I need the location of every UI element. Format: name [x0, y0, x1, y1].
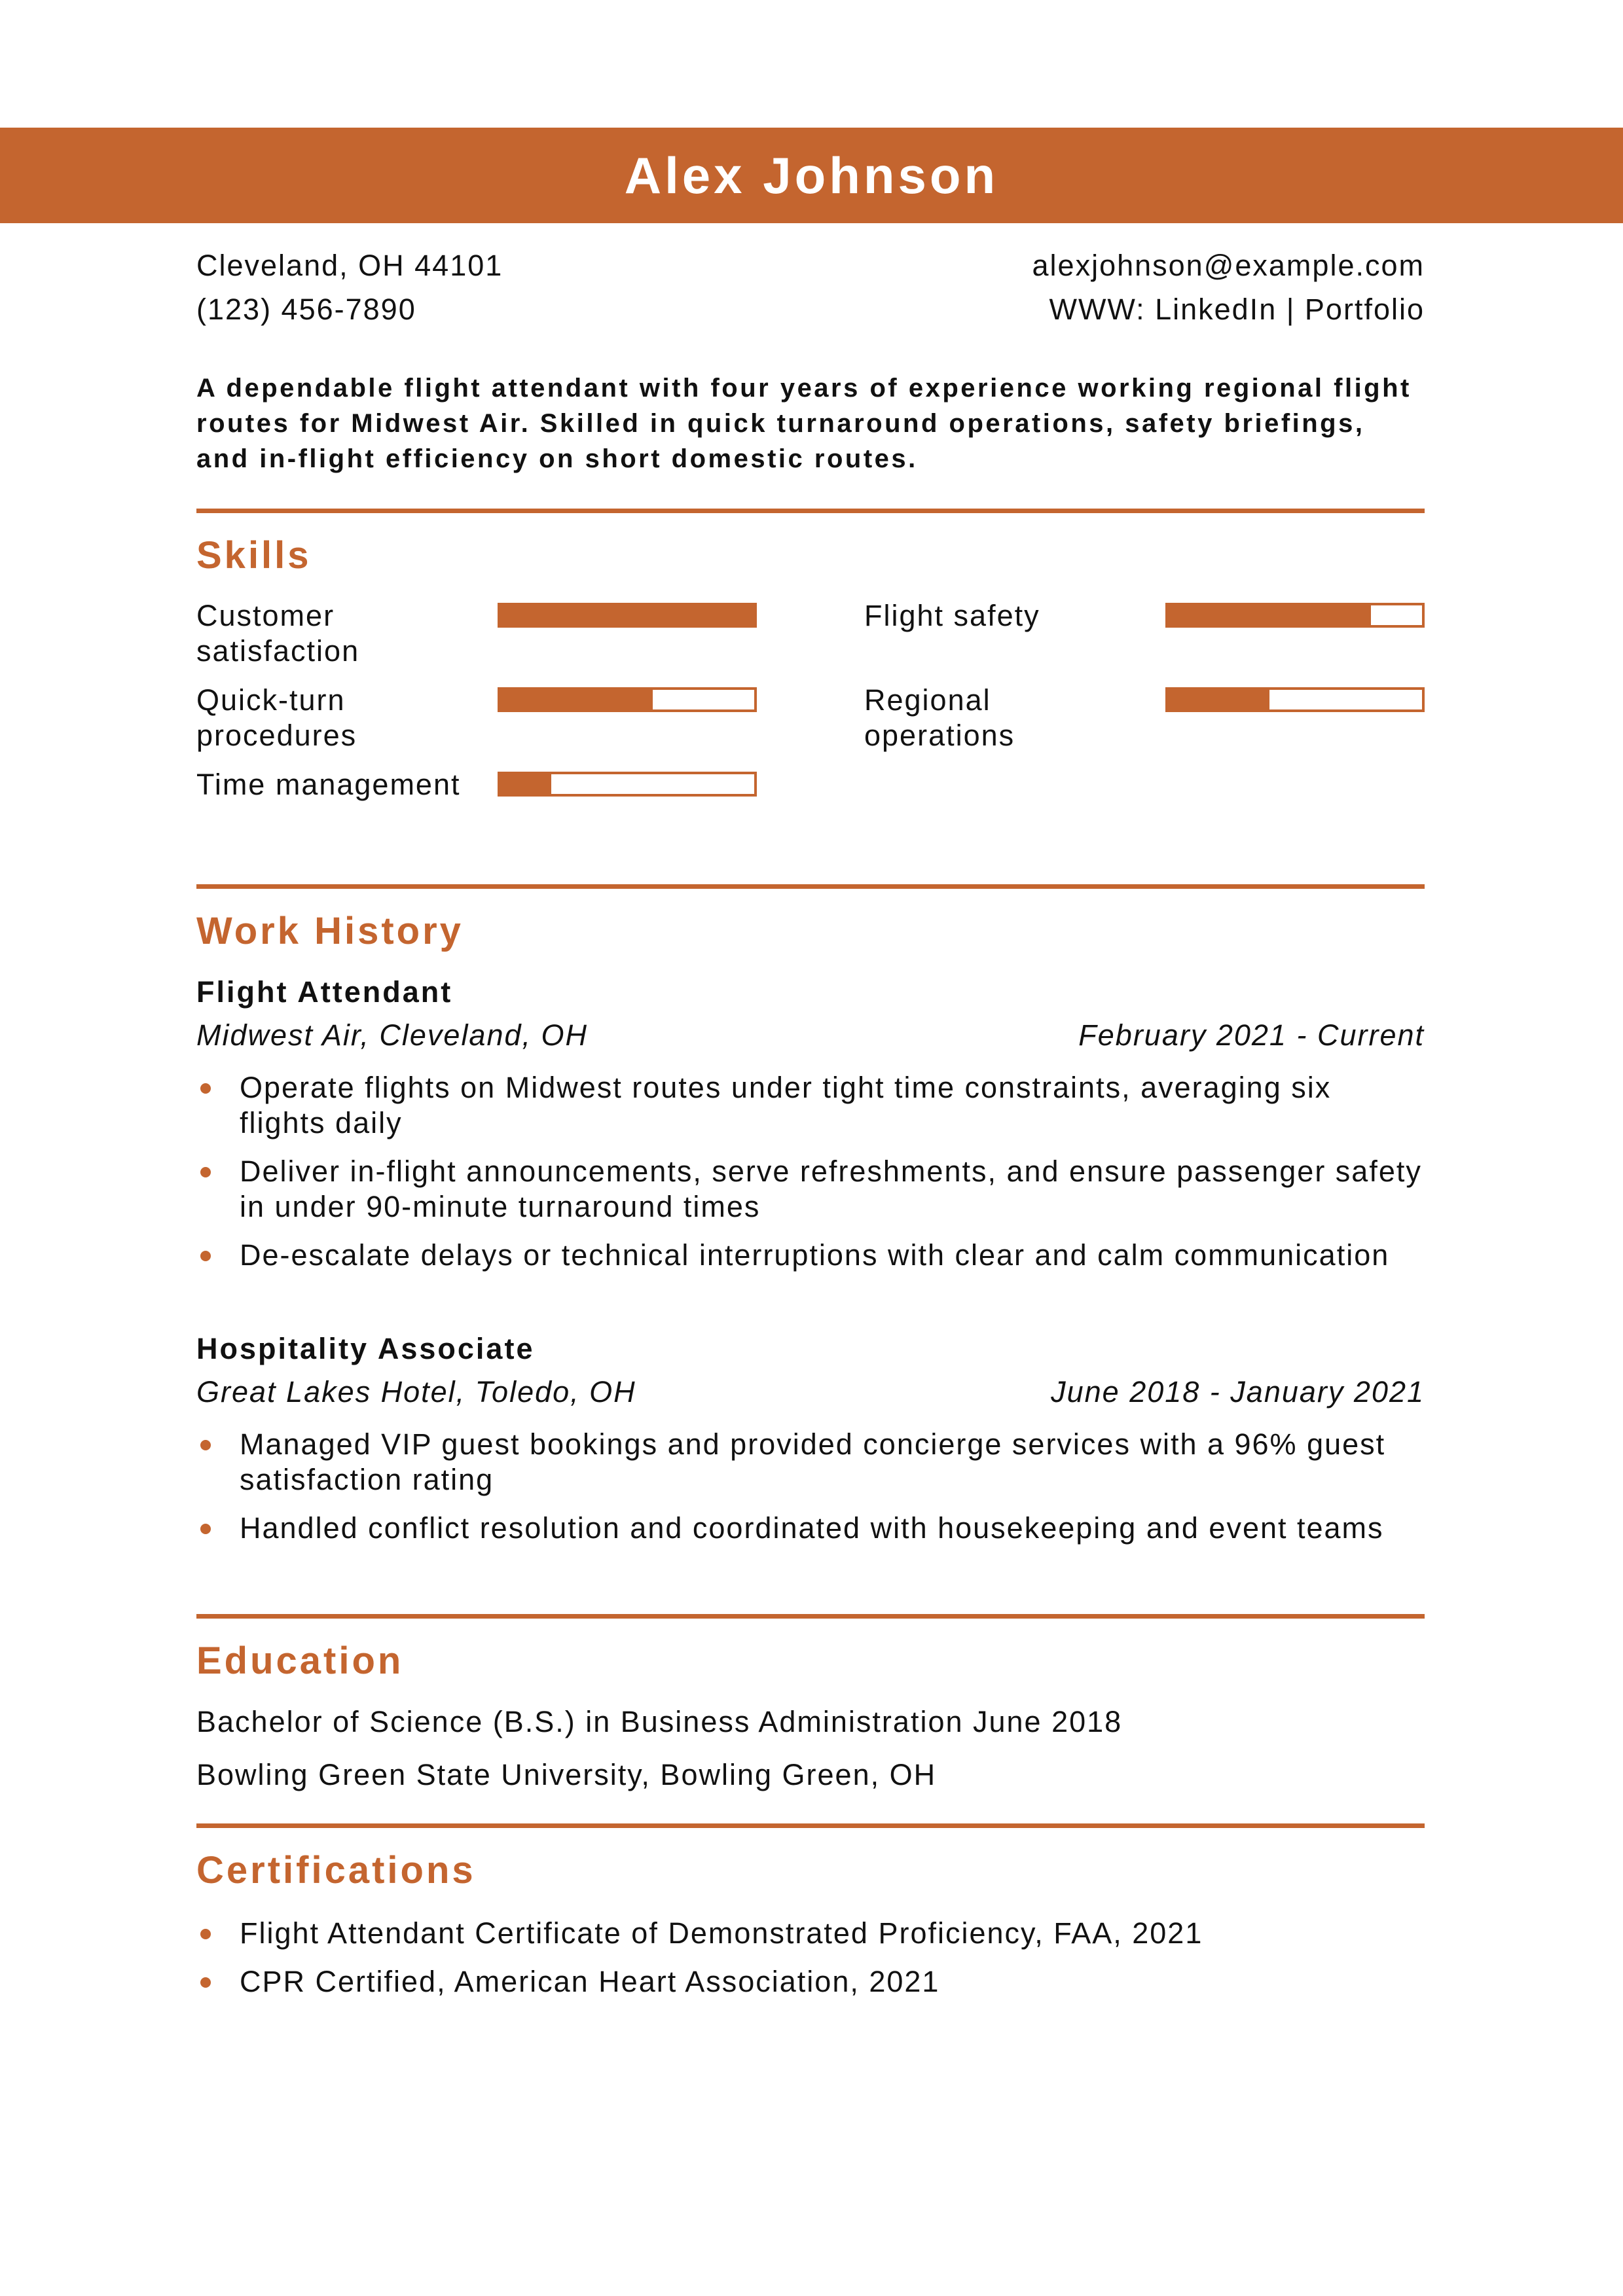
job-title: Flight Attendant [196, 975, 453, 1009]
job-title: Hospitality Associate [196, 1332, 535, 1365]
certification-list [196, 1916, 1425, 2013]
professional-summary: A dependable flight attendant with four years of experience working regional flight routes for Midwest Air. Skilled in quick turnaround operations, safety briefings, and in-flight efficiency on short domestic routes. [196, 374, 1412, 473]
skill-level-fill [500, 774, 551, 794]
skill-level-bar [1165, 687, 1425, 712]
list-item: Deliver in-flight announcements, serve refreshments, and ensure passenger safety in under 90-minute turnaround times [196, 1154, 1425, 1225]
skills-heading: Skills [196, 534, 312, 577]
list-item: Handled conflict resolution and coordinated with housekeeping and event teams [196, 1511, 1425, 1546]
bullet-dot-icon [200, 1524, 211, 1534]
job-meta [196, 1018, 1425, 1052]
skill-label: Time management [196, 768, 461, 801]
list-item: CPR Certified, American Heart Association, 2021 [196, 1964, 1425, 2000]
bullet-dot-icon [200, 1929, 211, 1939]
section-divider [196, 1823, 1425, 1828]
skill-level-fill [500, 605, 754, 625]
bullet-dot-icon [200, 1251, 211, 1261]
list-item: Managed VIP guest bookings and provided concierge services with a 96% guest satisfaction rating [196, 1427, 1425, 1498]
work-history-heading: Work History [196, 910, 464, 952]
job-bullets [196, 1070, 1425, 1286]
skill-level-bar [498, 603, 757, 628]
skill-label: Regional operations [864, 683, 1015, 752]
header-band [0, 128, 1623, 223]
section-divider [196, 884, 1425, 889]
skill-label: Customer satisfaction [196, 599, 360, 668]
bullet-dot-icon [200, 1977, 211, 1988]
bullet-dot-icon [200, 1083, 211, 1094]
certifications-heading: Certifications [196, 1849, 476, 1892]
bullet-dot-icon [200, 1440, 211, 1450]
contact-address: Cleveland, OH 44101 [196, 249, 503, 282]
skill-level-fill [1168, 690, 1269, 709]
skill-level-fill [500, 690, 653, 709]
education-heading: Education [196, 1640, 404, 1682]
bullet-dot-icon [200, 1167, 211, 1177]
education-degree: Bachelor of Science (B.S.) in Business Administration June 2018 [196, 1705, 1123, 1738]
education-school: Bowling Green State University, Bowling Green, OH [196, 1758, 937, 1791]
job-dates: June 2018 - January 2021 [1051, 1375, 1425, 1408]
skill-label: Quick-turn procedures [196, 683, 357, 752]
contact-email[interactable]: alexjohnson@example.com [1032, 249, 1425, 282]
skill-label: Flight safety [864, 599, 1040, 632]
job-company: Great Lakes Hotel, Toledo, OH [196, 1375, 636, 1408]
contact-phone: (123) 456-7890 [196, 293, 416, 326]
skill-level-bar [498, 772, 757, 797]
section-divider [196, 509, 1425, 513]
list-item: Operate flights on Midwest routes under tight time constraints, averaging six flights daily [196, 1070, 1425, 1141]
section-divider [196, 1614, 1425, 1619]
list-item: Flight Attendant Certificate of Demonstrated Proficiency, FAA, 2021 [196, 1916, 1425, 1951]
skill-level-bar [498, 687, 757, 712]
contact-links[interactable]: WWW: LinkedIn | Portfolio [1049, 293, 1425, 326]
candidate-name: Alex Johnson [624, 146, 999, 204]
job-dates: February 2021 - Current [1078, 1018, 1425, 1052]
contact-block [196, 243, 1425, 331]
skill-level-bar [1165, 603, 1425, 628]
skill-level-fill [1168, 605, 1371, 625]
job-bullets [196, 1427, 1425, 1559]
list-item: De-escalate delays or technical interruptions with clear and calm communication [196, 1238, 1425, 1273]
job-company: Midwest Air, Cleveland, OH [196, 1018, 589, 1052]
job-meta [196, 1375, 1425, 1409]
